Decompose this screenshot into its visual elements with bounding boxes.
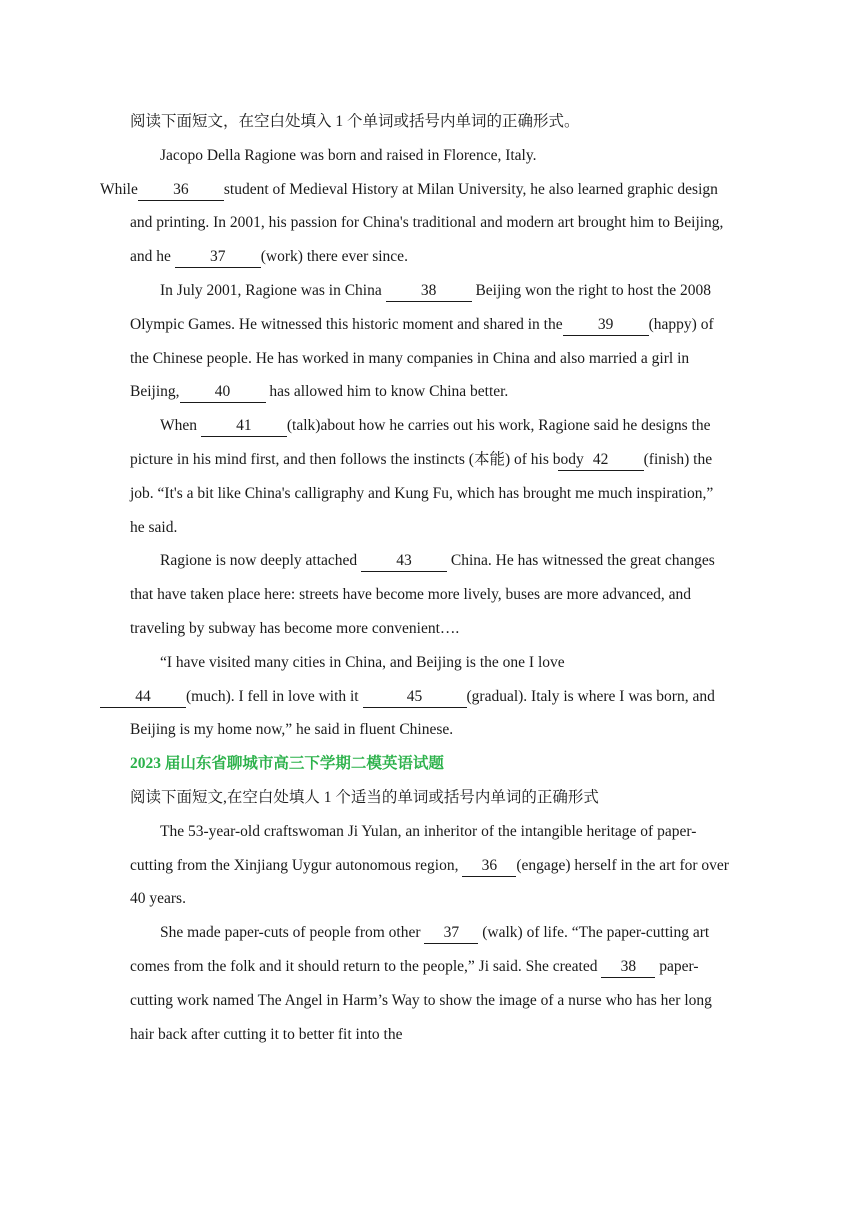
section-title: 2023 届山东省聊城市高三下学期二模英语试题 bbox=[130, 755, 444, 773]
text-span: paper-cutting work named The Angel in Harm’s Way to show the image of a nurse who has her long hair back after cutting it to better fit into the bbox=[130, 957, 712, 1043]
text-span: Beijing won the right to host the 2008 Olympic Games. He witnessed this historic moment and shared in the bbox=[130, 281, 711, 333]
text-span: While bbox=[100, 180, 138, 198]
blank-38[interactable]: 38 bbox=[386, 281, 472, 302]
text-span: (engage) herself in the art for over 40 years. bbox=[130, 856, 729, 908]
text-span: Ragione is now deeply attached bbox=[160, 552, 362, 570]
blank-37[interactable]: 37 bbox=[175, 247, 261, 268]
text-span: (work) there ever since. bbox=[260, 248, 408, 266]
paragraph-2 bbox=[130, 274, 730, 409]
blank-43[interactable]: 43 bbox=[361, 551, 447, 572]
paragraph-5 bbox=[130, 646, 730, 747]
text-span: She made paper-cuts of people from other bbox=[160, 924, 425, 942]
blank-42[interactable]: 42 bbox=[558, 450, 644, 471]
blank-36b[interactable]: 36 bbox=[462, 856, 516, 877]
paragraph-6 bbox=[130, 815, 730, 916]
blank-38b[interactable]: 38 bbox=[601, 957, 655, 978]
text-span: Jacopo Della Ragione was born and raised in Florence, Italy. bbox=[160, 146, 537, 164]
text-span: In July 2001, Ragione was in China bbox=[160, 281, 386, 299]
text-span: The 53-year-old craftswoman Ji Yulan, an inheritor of the intangible heritage of paper-cutting from the Xinjiang Uygur autonomous region, bbox=[130, 822, 697, 874]
blank-45[interactable]: 45 bbox=[363, 687, 467, 708]
blank-40[interactable]: 40 bbox=[180, 382, 266, 403]
paragraph-3 bbox=[130, 409, 730, 544]
blank-36[interactable]: 36 bbox=[138, 180, 224, 201]
text-span: (much). I fell in love with it bbox=[186, 687, 363, 705]
text-span: (finish) the job. “It's a bit like China's calligraphy and Kung Fu, which has brought me much inspiration,” he said. bbox=[130, 450, 714, 536]
instruction-1: 阅读下面短文，在空白处填入 1 个单词或括号内单词的正确形式。 bbox=[130, 113, 580, 130]
text-span: (talk)about how he carries out his work, Ragione said he designs the picture in his mind first, and then follows the instincts (本能) of his body bbox=[130, 417, 711, 468]
text-span: China. He has witnessed the great changes that have taken place here: streets have become more lively, buses are more advanced, and traveling by subway has become more convenient…. bbox=[130, 552, 715, 637]
paragraph-7 bbox=[130, 916, 730, 1051]
text-span: (gradual). Italy is where I was born, and Beijing is my home now,” he said in fluent Chinese. bbox=[130, 687, 715, 739]
text-span: (walk) of life. “The paper-cutting art comes from the folk and it should return to the people,” Ji said. She created bbox=[130, 924, 710, 975]
paragraph-1 bbox=[100, 139, 730, 274]
text-span: (happy) of the Chinese people. He has worked in many companies in China and also married a girl in Beijing, bbox=[130, 315, 714, 401]
instruction-2: 阅读下面短文,在空白处填人 1 个适当的单词或括号内单词的正确形式 bbox=[130, 788, 599, 806]
paragraph-4 bbox=[130, 544, 730, 645]
blank-39[interactable]: 39 bbox=[563, 315, 649, 336]
text-span: “I have visited many cities in China, and Beijing is the one I love bbox=[160, 653, 565, 671]
blank-41[interactable]: 41 bbox=[201, 416, 287, 437]
text-span: student of Medieval History at Milan University, he also learned graphic design and printing. In 2001, his passion for China's traditional and modern art brought him to Beijing, and he bbox=[130, 180, 724, 266]
text-span: has allowed him to know China better. bbox=[265, 383, 509, 401]
text-span: When bbox=[160, 417, 201, 435]
document-content bbox=[100, 105, 730, 1051]
blank-37b[interactable]: 37 bbox=[424, 923, 478, 944]
blank-44[interactable]: 44 bbox=[100, 687, 186, 708]
